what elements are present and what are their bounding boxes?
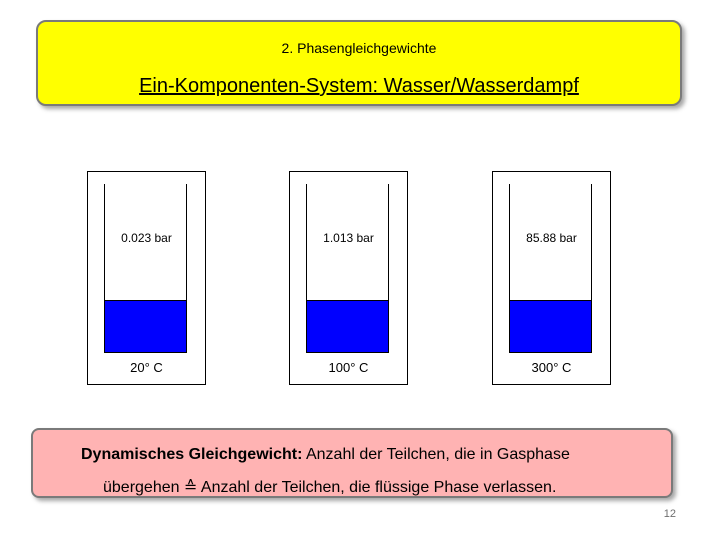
vessel-3 [492, 171, 611, 385]
vessel-pressure-label: 1.013 bar [323, 231, 374, 245]
info-line-2: übergehen ≙ Anzahl der Teilchen, die flüssige Phase verlassen. [103, 479, 557, 496]
vessel-temperature-label: 300° C [531, 360, 572, 375]
vessel-pressure-label: 85.88 bar [526, 231, 577, 245]
section-subtitle: 2. Phasengleichgewichte [281, 40, 437, 56]
info-line-1-text: Anzahl der Teilchen, die in Gasphase [305, 446, 570, 463]
vessel-1 [87, 171, 206, 385]
liquid-water-fill [509, 300, 592, 353]
page-number: 12 [663, 508, 676, 520]
vessel-2 [289, 171, 408, 385]
vessel-temperature-label: 100° C [328, 360, 369, 375]
title-banner [36, 20, 682, 106]
liquid-water-fill [104, 300, 187, 353]
vessel-pressure-label: 0.023 bar [121, 231, 172, 245]
equilibrium-info-box [31, 428, 673, 498]
vessel-temperature-label: 20° C [130, 360, 163, 375]
liquid-water-fill [306, 300, 389, 353]
info-line-1 [81, 446, 570, 464]
slide-title: Ein-Komponenten-System: Wasser/Wasserdampf [139, 75, 579, 97]
info-term: Dynamisches Gleichgewicht: [81, 446, 303, 463]
